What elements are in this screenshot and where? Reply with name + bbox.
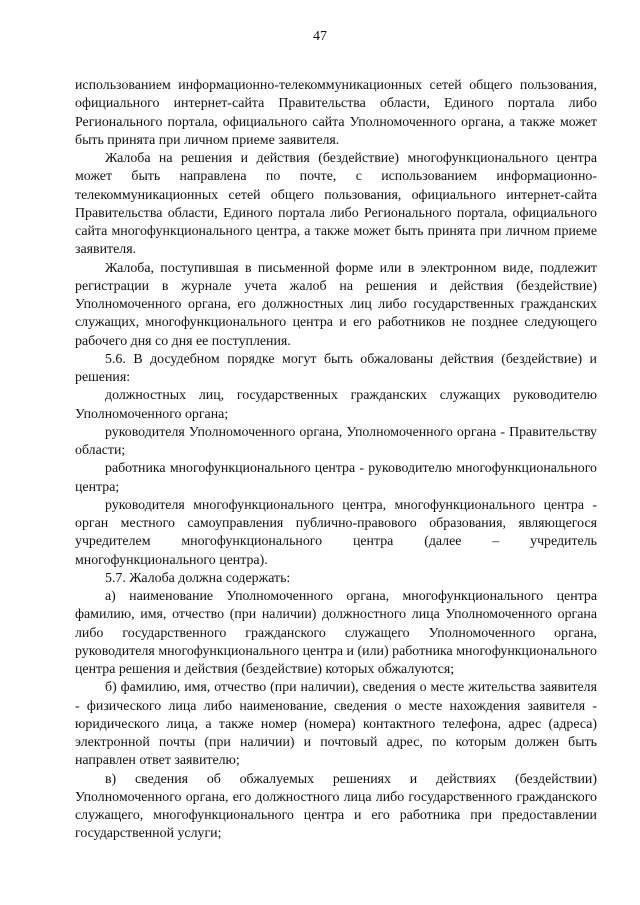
paragraph-registration: Жалоба, поступившая в письменной форме или в электронном виде, подлежит регистрации в журнале учета жалоб на решения и действия (бездействие) Уполномоченного органа, его должностных лиц либо государственных гражданских служащих, многофункционального центра и его работников не позднее следующего рабочего дня со дня ее поступления. <box>75 260 597 349</box>
list-item-b: б) фамилию, имя, отчество (при наличии), сведения о месте жительства заявителя - физического лица либо наименование, сведения о месте нахождения заявителя - юридического лица, а также номер (номера) контактного телефона, адрес (адреса) электронной почты (при наличии) и почтовый адрес, по которым должен быть направлен ответ заявителю; <box>75 680 597 769</box>
list-item-officials: должностных лиц, государственных гражданских служащих руководителю Уполномоченного органа; <box>75 388 597 422</box>
paragraph-section-5-7: 5.7. Жалоба должна содержать: <box>105 570 291 586</box>
list-item-head-authority: руководителя Уполномоченного органа, Уполномоченного органа - Правительству области; <box>75 424 597 458</box>
list-item-a: а) наименование Уполномоченного органа, многофункционального центра фамилию, имя, отчество (при наличии) должностного лица Уполномоченного органа либо государственного гражданского служащего Уполномоченного органа, руководителя многофункционального центра и (или) работника многофункционального центра решения и действия (бездействие) которых обжалуются; <box>75 589 597 677</box>
document-body <box>75 77 597 844</box>
paragraph-section-5-6: 5.6. В досудебном порядке могут быть обжалованы действия (бездействие) и решения: <box>75 351 597 385</box>
paragraph-mfc-complaint: Жалоба на решения и действия (бездействие) многофункционального центра может быть направлена по почте, с использованием информационно-телекоммуникационных сетей общего пользования, официального интернет-сайта Правительства области, Единого портала либо Регионального портала, официального сайта многофункционального центра, а также может быть принята при личном приеме заявителя. <box>75 151 597 258</box>
list-item-c: в) сведения об обжалуемых решениях и действиях (бездействии) Уполномоченного органа, его должностного лица либо государственного гражданского служащего, многофункционального центра и его работника при предоставлении государственной услуги; <box>75 771 597 842</box>
list-item-mfc-head: руководителя многофункционального центра, многофункционального центра - орган местного самоуправления публично-правового образования, являющегося учредителем многофункционального центра (далее – учредитель многофункционального центра). <box>75 497 597 568</box>
paragraph-continuation: использованием информационно-телекоммуникационных сетей общего пользования, официального интернет-сайта Правительства области, Единого портала либо Регионального портала, официального сайта Уполномоченного органа, а также может быть принята при личном приеме заявителя. <box>75 78 597 148</box>
page-number: 47 <box>313 29 327 44</box>
list-item-mfc-employee: работника многофункционального центра - руководителю многофункционального центра; <box>75 461 597 495</box>
